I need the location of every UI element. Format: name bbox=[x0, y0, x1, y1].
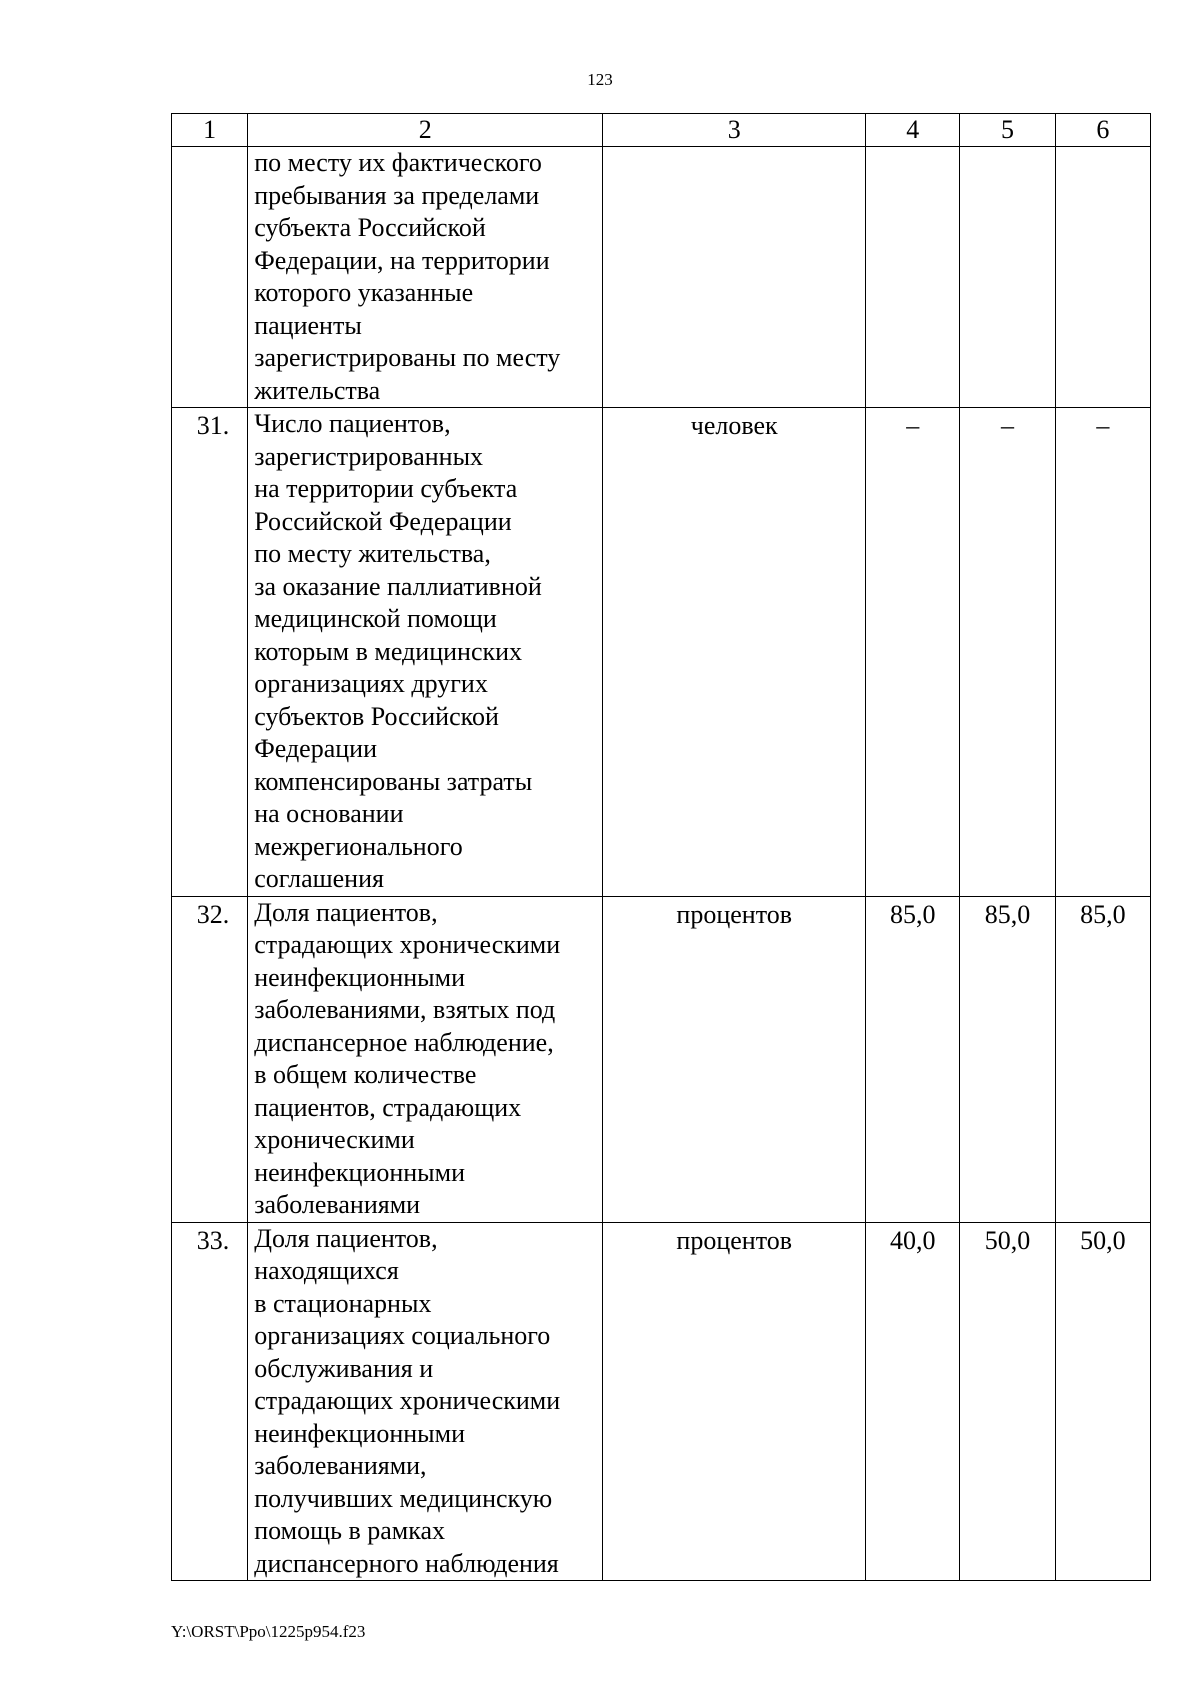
column-header-6: 6 bbox=[1055, 114, 1150, 147]
value-col-5: 50,0 bbox=[960, 1222, 1055, 1581]
indicators-table bbox=[171, 113, 1151, 1581]
value-col-4: – bbox=[866, 408, 960, 897]
value-col-5: – bbox=[960, 408, 1055, 897]
value-col-5 bbox=[960, 147, 1055, 408]
table-header-row bbox=[172, 114, 1151, 147]
table-row bbox=[172, 408, 1151, 897]
column-header-4: 4 bbox=[866, 114, 960, 147]
column-header-2: 2 bbox=[248, 114, 603, 147]
row-number: 33. bbox=[172, 1222, 248, 1581]
indicator-name: Доля пациентов, страдающих хроническими неинфекционными заболеваниями, взятых под диспансерное наблюдение, в общем количестве пациентов, страдающих хроническими неинфекционными заболеваниями bbox=[248, 896, 603, 1222]
unit-of-measure bbox=[603, 147, 866, 408]
unit-of-measure: процентов bbox=[603, 1222, 866, 1581]
value-col-6: – bbox=[1055, 408, 1150, 897]
row-number: 32. bbox=[172, 896, 248, 1222]
column-header-5: 5 bbox=[960, 114, 1055, 147]
value-col-6: 50,0 bbox=[1055, 1222, 1150, 1581]
page-number: 123 bbox=[587, 70, 613, 89]
row-number bbox=[172, 147, 248, 408]
indicator-name: по месту их фактического пребывания за пределами субъекта Российской Федерации, на территории которого указанные пациенты зарегистрированы по месту жительства bbox=[248, 147, 603, 408]
indicator-name: Доля пациентов, находящихся в стационарных организациях социального обслуживания и страдающих хроническими неинфекционными заболеваниями, получивших медицинскую помощь в рамках диспансерного наблюдения bbox=[248, 1222, 603, 1581]
value-col-6: 85,0 bbox=[1055, 896, 1150, 1222]
column-header-1: 1 bbox=[172, 114, 248, 147]
value-col-4: 85,0 bbox=[866, 896, 960, 1222]
indicator-name: Число пациентов, зарегистрированных на территории субъекта Российской Федерации по месту жительства, за оказание паллиативной медицинской помощи которым в медицинских организациях других субъектов Российской Федерации компенсированы затраты на основании межрегионального соглашения bbox=[248, 408, 603, 897]
value-col-5: 85,0 bbox=[960, 896, 1055, 1222]
value-col-4 bbox=[866, 147, 960, 408]
table-row bbox=[172, 147, 1151, 408]
row-number: 31. bbox=[172, 408, 248, 897]
column-header-3: 3 bbox=[603, 114, 866, 147]
unit-of-measure: процентов bbox=[603, 896, 866, 1222]
table-row bbox=[172, 896, 1151, 1222]
value-col-6 bbox=[1055, 147, 1150, 408]
unit-of-measure: человек bbox=[603, 408, 866, 897]
footer-file-path: Y:\ORST\Ppo\1225p954.f23 bbox=[171, 1622, 366, 1641]
table-row bbox=[172, 1222, 1151, 1581]
value-col-4: 40,0 bbox=[866, 1222, 960, 1581]
